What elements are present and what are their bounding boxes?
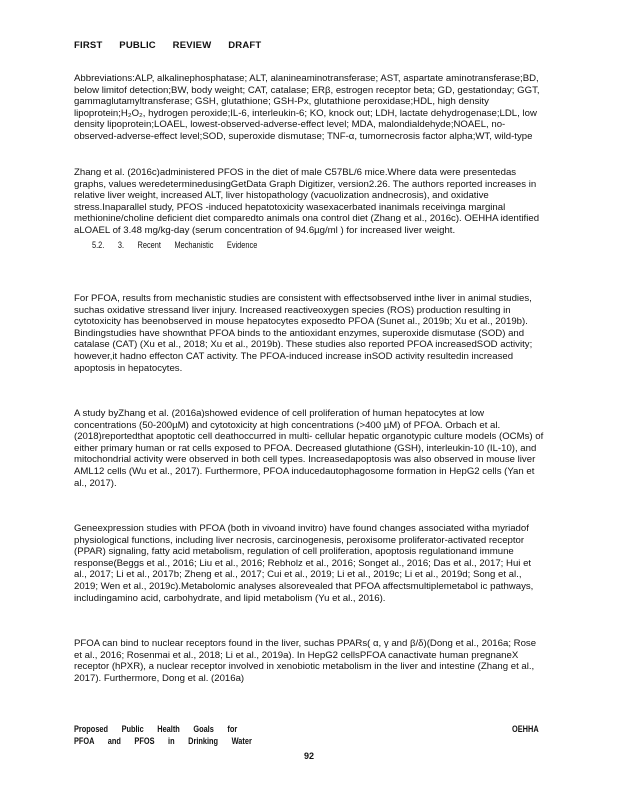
draft-header: FIRST PUBLIC REVIEW DRAFT: [74, 40, 262, 51]
section-heading: 5.2. 3. Recent Mechanistic Evidence: [92, 240, 258, 250]
footer-organization: OEHHA: [512, 724, 539, 734]
footer-title-line2: PFOA and PFOS in Drinking Water: [74, 736, 252, 746]
abbreviations-text: Abbreviations:ALP, alkalinephosphatase; ALT, alanineaminotransferase; AST, aspartate aminotransferase;BD, below limitof detection;BW, body weight; CAT, catalase; ERβ, estrogen receptor beta; GD, gestationday; GGT, gammaglutamyltransferase; GSH, glutathione; GSH-Px, glutathione peroxidase;HDL, high density lipoprotein;H₂O₂, hydrogen peroxide;IL-6, interleukin-6; KO, knock out; LDH, lactate dehydrogenase;LDL, low density lipoprotein;LOAEL, lowest-observed-adverse-effect level; MDA, malondialdehyde;NOAEL, no-observed-adverse-effect level;SOD, superoxide dismutase; TNF-α, tumornecrosis factor alpha;WT, wild-type: [74, 73, 540, 142]
paragraph-text: Geneexpression studies with PFOA (both in vivoand invitro) have found changes associated witha myriadof physiological functions, including liver necrosis, carcinogenesis, peroxisome proliferator-activated receptor (PPAR) signaling, fatty acid metabolism, regulation of cell proliferation, apoptosis regulationand immune response(Beggs et al., 2016; Liu et al., 2016; Rebholz et al., 2016; Songet al., 2016; Das et al., 2017; Hui et al., 2017; Li et al., 2017b; Zheng et al., 2017; Cui et al., 2019; Li et al., 2019c; Li et al., 2019d; Song et al., 2019; Wen et al., 2019c).Metabolomic analyses alsorevealed that PFOA affectsmultiplemetabol ic pathways, includingamino acid, carbohydrate, and lipid metabolism (Yu et al., 2016).: [74, 523, 534, 604]
paragraph-zhang-pfos: [74, 167, 546, 237]
page-number: 92: [303, 751, 314, 761]
paragraph-text: PFOA can bind to nuclear receptors found in the liver, suchas PPARs( α, γ and β/δ)(Dong et al., 2016a; Rose et al., 2016; Rosenmai et al., 2018; Li et al., 2019a). In HepG2 cellsPFOA canactivate human pregnaneX receptor (hPXR), a nuclear receptor involved in xenobiotic metabolism in the liver and intestine (Zhang et al., 2017). Furthermore, Dong et al. (2016a): [74, 638, 537, 684]
paragraph-text: A study byZhang et al. (2016a)showed evidence of cell proliferation of human hepatocytes at low concentrations (50-200µM) and cytotoxicity at high concentrations (>400 µM) of PFOA. Orbach et al. (2018)reportedthat apoptotic cell deathoccurred in multi- cellular hepatic organotypic culture models (OCMs) of either primary human or rat cells exposed to PFOA. Decreased glutathione (GSH), interleukin-10 (IL-10), and mitochondrial activity were observed in both cell types. Increasedapoptosis was also observed in mouse liver AML12 cells (Wu et al., 2017). Furthermore, PFOA inducedautophagosome formation in HepG2 cells (Yan et al., 2017).: [74, 408, 544, 489]
paragraph-text: For PFOA, results from mechanistic studies are consistent with effectsobserved inthe liver in animal studies, suchas oxidative stressand liver injury. Increased reactiveoxygen species (ROS) production resulting in cytotoxicity has beenobserved in mouse hepatocytes exposedto PFOA (Sunet al., 2019b; Xu et al., 2019b). Bindingstudies have shownthat PFOA binds to the antioxidant enzymes, superoxide dismutase (SOD) and catalase (CAT) (Xu et al., 2018; Xu et al., 2019b). These studies also reported PFOA increasedSOD activity; however,it hadno effecton CAT activity. The PFOA-induced increase inSOD activity resultedin increased apoptosis in hepatocytes.: [74, 293, 533, 374]
paragraph-gene-expression: [74, 523, 546, 604]
footer-title-line1: Proposed Public Health Goals for: [74, 724, 238, 734]
paragraph-cell-proliferation: [74, 408, 546, 489]
paragraph-text: Zhang et al. (2016c)administered PFOS in the diet of male C57BL/6 mice.Where data were presentedas graphs, values weredeterminedusingGetData Graph Digitizer, version2.26. The authors reported increases in relative liver weight, increased ALT, liver histopathology (vacuolization andnecrosis), and oxidative stress.Inaparallel study, PFOS -induced hepatotoxicity wasexacerbated inanimals receivinga marginal methionine/choline deficient diet comparedto animals ona control diet (Zhang et al., 2016c). OEHHA identified aLOAEL of 3.48 mg/kg-day (serum concentration of 94.6µg/ml ) for increased liver weight.: [74, 167, 540, 236]
paragraph-nuclear-receptors: [74, 638, 546, 684]
paragraph-pfoa-mechanistic: [74, 293, 546, 374]
abbreviations-paragraph: [74, 73, 546, 143]
